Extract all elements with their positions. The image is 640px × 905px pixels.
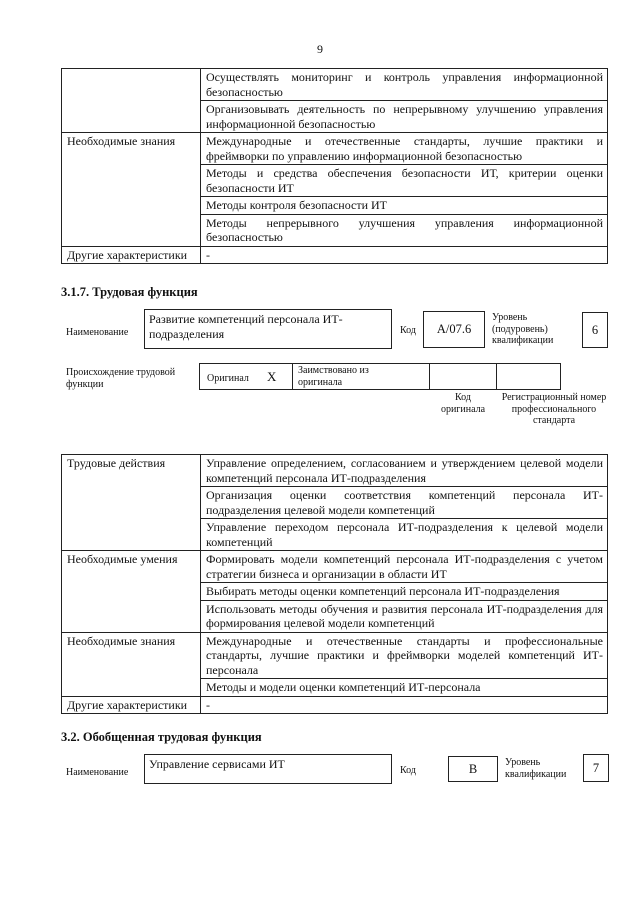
table-row — [62, 455, 608, 487]
row-label: Необходимые знания — [62, 632, 201, 696]
section-heading-317: 3.1.7. Трудовая функция — [61, 285, 198, 299]
table-row — [62, 632, 608, 679]
function-name-box — [144, 309, 392, 349]
origin-code-caption: Код оригинала — [440, 392, 486, 415]
table-row — [62, 551, 608, 583]
code-value-32: B — [468, 762, 478, 776]
table-row — [62, 69, 608, 101]
row-label: Необходимые знания — [62, 133, 201, 247]
row-item: Управление переходом персонала ИТ-подразделения к целевой модели компетенций — [201, 519, 608, 551]
row-label: Другие характеристики — [62, 246, 201, 264]
level-box-32 — [583, 754, 609, 782]
code-label: Код — [400, 325, 416, 336]
level-value: 6 — [591, 323, 599, 337]
table-row — [62, 696, 608, 714]
level-label-32: Уровень квалификации — [505, 757, 567, 780]
competency-table-317 — [61, 454, 608, 714]
original-label: Оригинал — [207, 373, 249, 384]
table-row — [62, 133, 608, 165]
reg-number-caption: Регистрационный номер профессионального стандарта — [501, 392, 607, 426]
row-item: Осуществлять мониторинг и контроль управления информационной безопасностью — [201, 69, 608, 101]
level-value-32: 7 — [592, 761, 600, 775]
row-item: Международные и отечественные стандарты, лучшие практики и фреймворки по управлению информационной безопасностью — [201, 133, 608, 165]
competency-table-top — [61, 68, 608, 264]
row-item: Использовать методы обучения и развития персонала ИТ-подразделения для формирования целевой модели компетенций — [201, 600, 608, 632]
general-function-name-box — [144, 754, 392, 784]
section-heading-32: 3.2. Обобщенная трудовая функция — [61, 730, 262, 744]
code-label-32: Код — [400, 765, 416, 776]
name-label-32: Наименование — [66, 767, 129, 778]
row-item: Методы и модели оценки компетенций ИТ-персонала — [201, 679, 608, 697]
row-label: Трудовые действия — [62, 455, 201, 551]
row-label — [62, 69, 201, 133]
original-mark: X — [267, 369, 277, 384]
general-function-name-value: Управление сервисами ИТ — [149, 757, 285, 771]
row-label: Другие характеристики — [62, 696, 201, 714]
borrowed-label: Заимствовано из оригинала — [298, 365, 369, 388]
row-item: - — [201, 246, 608, 264]
level-label: Уровень (подуровень) квалификации — [492, 312, 554, 346]
row-item: Управление определением, согласованием и утверждением целевой модели компетенций персонала ИТ-подразделения — [201, 455, 608, 487]
row-label: Необходимые умения — [62, 551, 201, 633]
row-item: Методы непрерывного улучшения управления информационной безопасностью — [201, 214, 608, 246]
row-item: Выбирать методы оценки компетенций персонала ИТ-подразделения — [201, 583, 608, 601]
page-number: 9 — [317, 42, 323, 56]
origin-label: Происхождение трудовой функции — [66, 367, 176, 390]
row-item: Методы контроля безопасности ИТ — [201, 197, 608, 215]
table-row — [62, 246, 608, 264]
row-item: Формировать модели компетенций персонала ИТ-подразделения с учетом стратегии бизнеса и организации в области ИТ — [201, 551, 608, 583]
name-label: Наименование — [66, 327, 129, 338]
row-item: Международные и отечественные стандарты и профессиональные стандарты, лучшие практики и фреймворки моделей компетенций ИТ-персонала — [201, 632, 608, 679]
row-item: - — [201, 696, 608, 714]
row-item: Организация оценки соответствия компетенций персонала ИТ-подразделения целевой модели компетенций — [201, 487, 608, 519]
row-item: Организовывать деятельность по непрерывному улучшению управления информационной безопасностью — [201, 101, 608, 133]
code-box — [423, 311, 485, 348]
function-name-value: Развитие компетенций персонала ИТ-подразделения — [149, 312, 343, 341]
level-box — [582, 312, 608, 348]
code-value: А/07.6 — [436, 322, 472, 336]
code-box-32 — [448, 756, 498, 782]
row-item: Методы и средства обеспечения безопасности ИТ, критерии оценки безопасности ИТ — [201, 165, 608, 197]
